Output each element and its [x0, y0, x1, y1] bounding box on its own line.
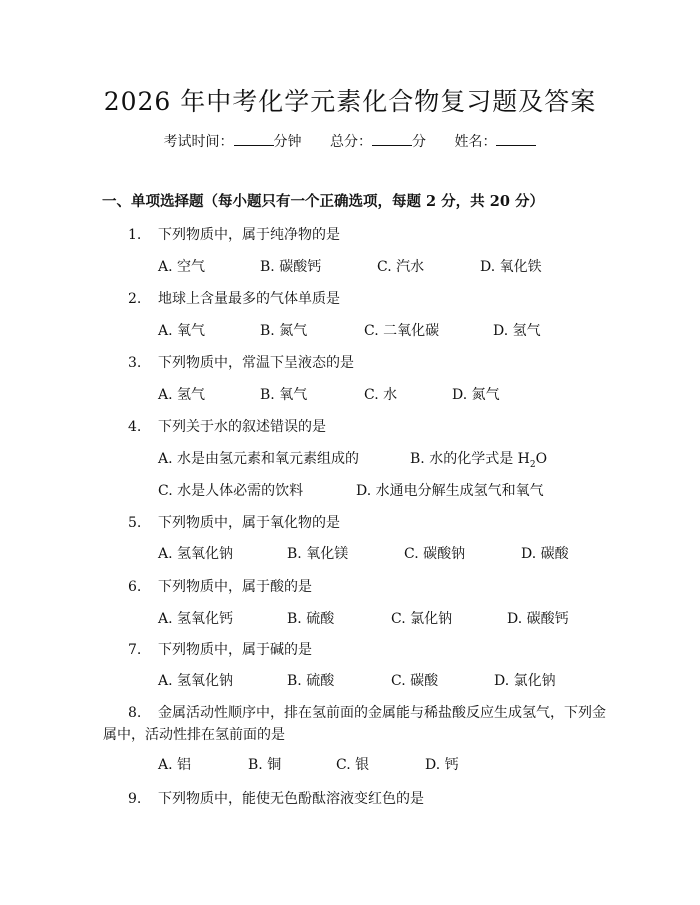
option[interactable]: D. 氧化铁: [480, 259, 542, 275]
option[interactable]: [410, 448, 547, 470]
page-title: 2026 年中考化学元素化合物复习题及答案: [103, 87, 597, 116]
question-stem: 下列物质中，属于碱的是: [158, 642, 312, 658]
time-label: 考试时间：: [163, 134, 234, 150]
question-number: 1.: [128, 227, 142, 243]
question-7: [128, 639, 312, 659]
score-unit: 分: [412, 134, 426, 150]
option[interactable]: D. 碳酸: [521, 546, 569, 562]
option[interactable]: C. 汽水: [377, 259, 425, 275]
section-heading: 一、单项选择题（每小题只有一个正确选项，每题 2 分，共 20 分）: [102, 193, 544, 210]
option[interactable]: D. 水通电分解生成氢气和氧气: [356, 483, 544, 499]
option-text: B. 水的化学式是 H: [410, 451, 530, 467]
score-blank: [372, 133, 412, 146]
time-unit: 分钟: [273, 134, 302, 150]
name-label: 姓名：: [454, 134, 497, 150]
time-blank: [234, 133, 274, 146]
option[interactable]: B. 硫酸: [287, 673, 335, 689]
option[interactable]: B. 氮气: [260, 323, 308, 339]
time-field: [164, 131, 302, 151]
option[interactable]: A. 氢氧化钠: [158, 546, 234, 562]
question-stem: 下列关于水的叙述错误的是: [158, 419, 326, 435]
question-8-continued: 属中，活动性排在氢前面的是: [103, 727, 285, 743]
option[interactable]: A. 氢氧化钙: [158, 611, 234, 627]
question-3: [128, 352, 354, 372]
option[interactable]: C. 水是人体必需的饮料: [158, 483, 304, 499]
option[interactable]: A. 水是由氢元素和氧元素组成的: [158, 451, 360, 467]
option[interactable]: D. 氯化钠: [494, 673, 556, 689]
formula-subscript: 2: [529, 459, 536, 470]
question-number: 6.: [128, 579, 142, 595]
question-9: [128, 788, 424, 808]
option[interactable]: D. 碳酸钙: [507, 611, 569, 627]
option[interactable]: C. 二氧化碳: [364, 323, 440, 339]
option[interactable]: A. 氧气: [158, 323, 206, 339]
option[interactable]: A. 空气: [158, 259, 206, 275]
question-6: [128, 576, 312, 596]
question-number: 7.: [128, 642, 142, 658]
option[interactable]: C. 氯化钠: [391, 611, 453, 627]
question-stem: 下列物质中，属于纯净物的是: [158, 227, 340, 243]
question-8: [128, 702, 606, 722]
name-blank: [496, 133, 536, 146]
question-number: 8.: [128, 705, 142, 721]
option[interactable]: A. 氢氧化钠: [158, 673, 234, 689]
score-label: 总分：: [330, 134, 372, 150]
option[interactable]: B. 碳酸钙: [260, 259, 322, 275]
option[interactable]: C. 银: [336, 757, 370, 773]
question-number: 9.: [128, 791, 142, 807]
name-field: [454, 131, 536, 151]
question-stem-line1: 金属活动性顺序中，排在氢前面的金属能与稀盐酸反应生成氢气，下列金: [158, 705, 606, 721]
option[interactable]: C. 碳酸: [391, 673, 439, 689]
question-number: 3.: [128, 355, 142, 371]
option[interactable]: C. 碳酸钠: [404, 546, 466, 562]
option[interactable]: D. 氮气: [452, 387, 500, 403]
question-4: [128, 416, 326, 436]
score-field: [330, 131, 426, 151]
option[interactable]: C. 水: [364, 387, 398, 403]
question-stem: 下列物质中，能使无色酚酞溶液变红色的是: [158, 791, 424, 807]
question-number: 5.: [128, 515, 142, 531]
question-stem: 地球上含量最多的气体单质是: [158, 291, 340, 307]
question-number: 4.: [128, 419, 142, 435]
exam-meta: [0, 131, 700, 151]
question-stem: 下列物质中，常温下呈液态的是: [158, 355, 354, 371]
formula-tail: O: [535, 451, 548, 467]
question-number: 2.: [128, 291, 142, 307]
question-2: [128, 288, 340, 308]
question-stem: 下列物质中，属于氧化物的是: [158, 515, 340, 531]
question-stem: 下列物质中，属于酸的是: [158, 579, 312, 595]
question-1: [128, 224, 340, 244]
option[interactable]: B. 硫酸: [287, 611, 335, 627]
option[interactable]: B. 氧气: [260, 387, 308, 403]
question-5: [128, 512, 340, 532]
option[interactable]: A. 氢气: [158, 387, 206, 403]
option[interactable]: D. 钙: [425, 757, 459, 773]
option[interactable]: D. 氢气: [493, 323, 541, 339]
option[interactable]: B. 氧化镁: [287, 546, 349, 562]
option[interactable]: B. 铜: [248, 757, 282, 773]
option[interactable]: A. 铝: [158, 757, 192, 773]
